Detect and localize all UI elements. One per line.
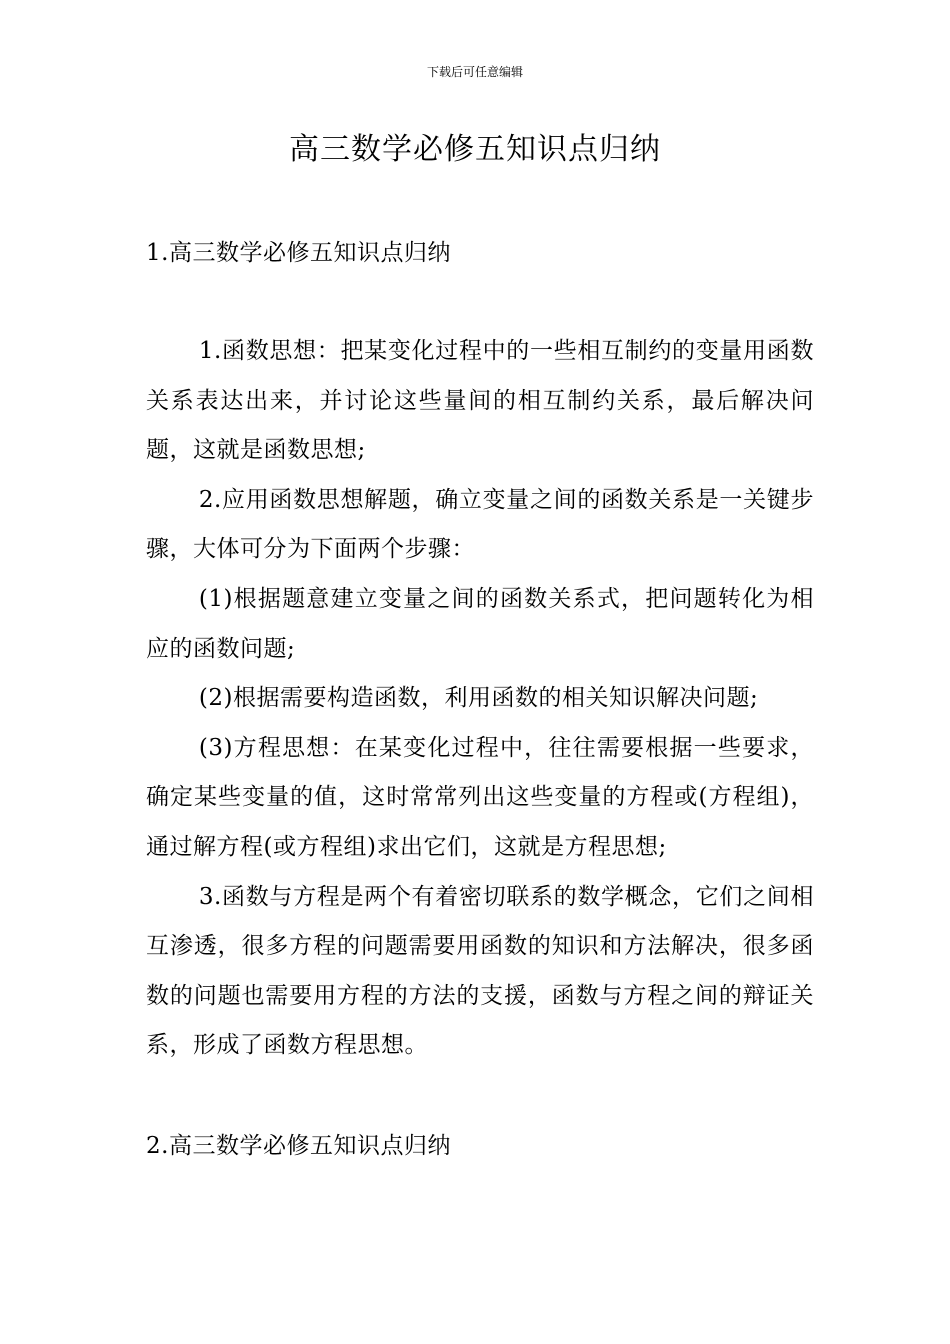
- paragraph-equation-idea: (3)方程思想：在某变化过程中，往往需要根据一些要求，确定某些变量的值，这时常常列出这些变量的方程或(方程组)，通过解方程(或方程组)求出它们，这就是方程思想;: [146, 734, 814, 860]
- document-title: 高三数学必修五知识点归纳: [289, 132, 661, 167]
- section-heading-1: 1.高三数学必修五知识点归纳: [146, 240, 451, 266]
- section-heading-2: 2.高三数学必修五知识点归纳: [146, 1133, 451, 1159]
- paragraph-step-2: (2)根据需要构造函数，利用函数的相关知识解决问题;: [198, 685, 759, 712]
- page-header-note: 下载后可任意编辑: [426, 65, 523, 79]
- paragraph-step-1: (1)根据题意建立变量之间的函数关系式，把问题转化为相应的函数问题;: [146, 585, 814, 662]
- paragraph-function-idea: 1.函数思想：把某变化过程中的一些相互制约的变量用函数关系表达出来，并讨论这些量间的相互制约关系，最后解决问题，这就是函数思想;: [146, 338, 814, 464]
- document-body: [146, 327, 814, 1071]
- paragraph-apply-function-idea: 2.应用函数思想解题，确立变量之间的函数关系是一关键步骤，大体可分为下面两个步骤：: [146, 486, 814, 563]
- paragraph-function-equation-relation: 3.函数与方程是两个有着密切联系的数学概念，它们之间相互渗透，很多方程的问题需要用函数的知识和方法解决，很多函数的问题也需要用方程的方法的支援，函数与方程之间的辩证关系，形成了函数方程思想。: [146, 883, 814, 1059]
